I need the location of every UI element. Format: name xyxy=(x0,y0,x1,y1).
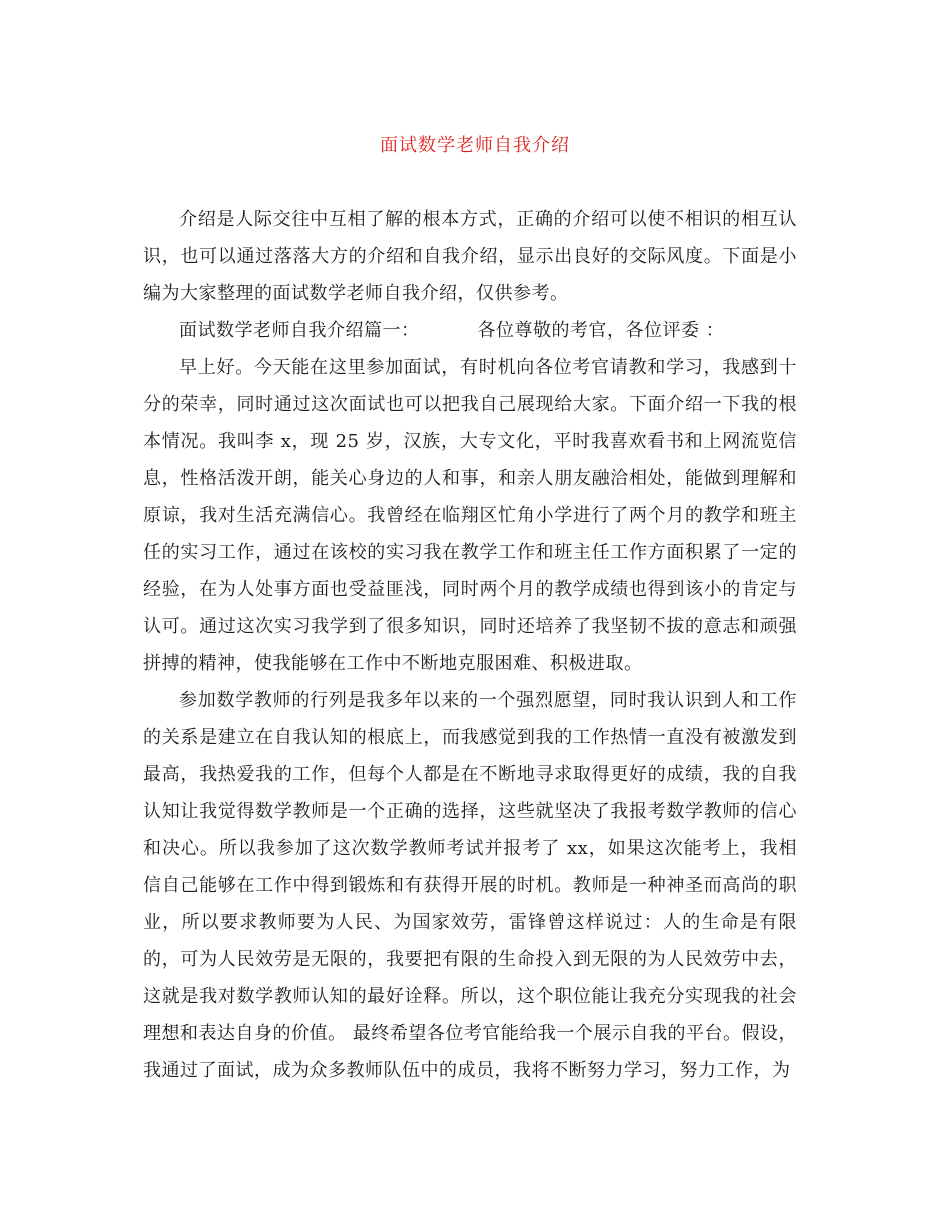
body-paragraph-2: 参加数学教师的行列是我多年以来的一个强烈愿望，同时我认识到人和工作的关系是建立在自我认知的根底上，而我感觉到我的工作热情一直没有被激发到最高，我热爱我的工作，但每个人都是在不断地寻求取得更好的成绩，我的自我认知让我觉得数学教师是一个正确的选择，这些就坚决了我报考数学教师的信心和决心。所以我参加了这次数学教师考试并报考了 xx，如果这次能考上，我相信自己能够在工作中得到锻炼和有获得开展的时机。教师是一种神圣而高尚的职业，所以要求教师要为人民、为国家效劳，雷锋曾这样说过：人的生命是有限的，可为人民效劳是无限的，我要把有限的生命投入到无限的为人民效劳中去，这就是我对数学教师认知的最好诠释。所以，这个职位能让我充分实现我的社会理想和表达自身的价值。 最终希望各位考官能给我一个展示自我的平台。假设，我通过了面试，成为众多教师队伍中的成员，我将不断努力学习，努力工作，为 xyxy=(143,690,797,1081)
body-paragraph-1: 早上好。今天能在这里参加面试，有时机向各位考官请教和学习，我感到十分的荣幸，同时通过这次面试也可以把我自己展现给大家。下面介绍一下我的根本情况。我叫李 x，现 25 岁，汉族，大专文化，平时我喜欢看书和上网流览信息，性格活泼开朗，能关心身边的人和事，和亲人朋友融洽相处，能做到理解和原谅，我对生活充满信心。我曾经在临翔区忙角小学进行了两个月的教学和班主任的实习工作，通过在该校的实习我在教学工作和班主任工作方面积累了一定的经验，在为人处事方面也受益匪浅，同时两个月的教学成绩也得到该小的肯定与认可。通过这次实习我学到了很多知识，同时还培养了我坚韧不拔的意志和顽强拼搏的精神，使我能够在工作中不断地克服困难、积极进取。 xyxy=(143,357,797,674)
greeting: 各位尊敬的考官，各位评委 ： xyxy=(477,320,725,341)
intro-paragraph: 介绍是人际交往中互相了解的根本方式，正确的介绍可以使不相识的相互认识，也可以通过落落大方的介绍和自我介绍，显示出良好的交际风度。下面是小编为大家整理的面试数学老师自我介绍，仅供参考。 xyxy=(143,209,797,304)
document-title: 面试数学老师自我介绍 xyxy=(380,135,570,156)
section-heading-line xyxy=(143,312,797,349)
section-heading: 面试数学老师自我介绍篇一： xyxy=(179,320,420,341)
document-body xyxy=(143,201,797,1089)
